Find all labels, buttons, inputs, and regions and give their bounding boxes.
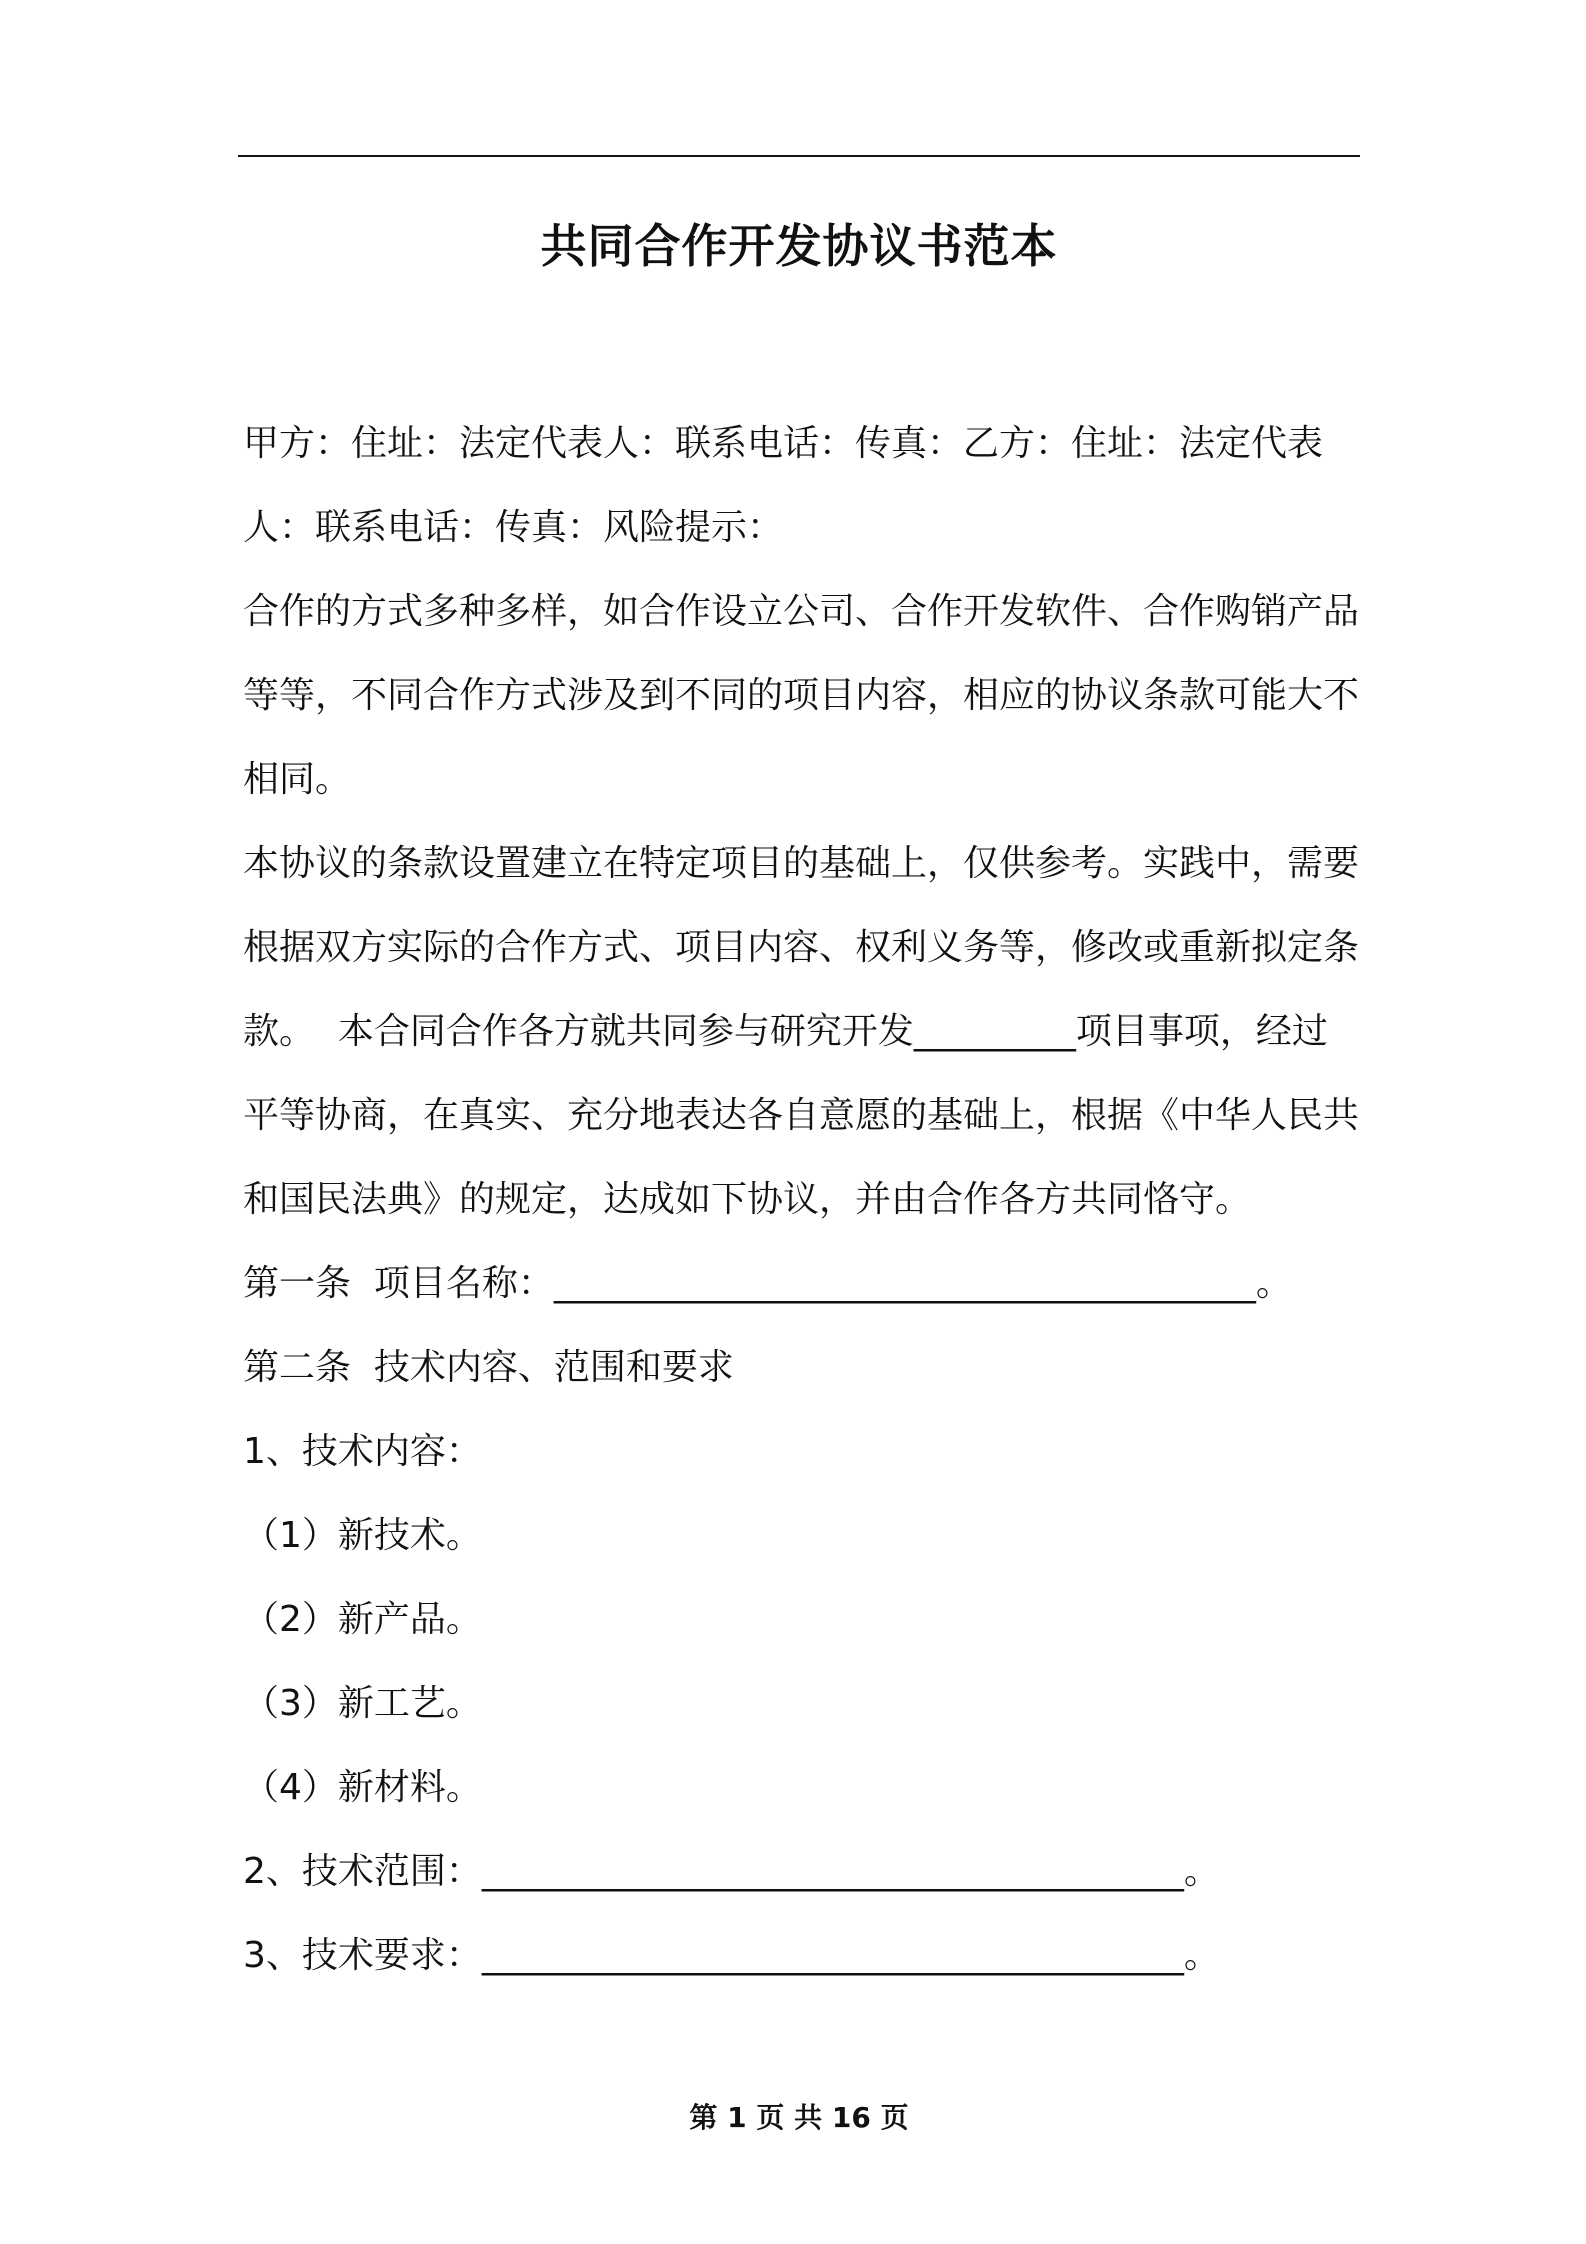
item-tech-requirements: 3、技术要求：_______________________________________。	[243, 1935, 1220, 1976]
sub-item-new-material: （4）新材料。	[243, 1767, 482, 1808]
item-tech-content: 1、技术内容：	[243, 1431, 482, 1472]
document-body	[243, 402, 1360, 1998]
document-title: 共同合作开发协议书范本	[540, 219, 1058, 273]
article-2-heading: 第二条 技术内容、范围和要求	[243, 1347, 734, 1388]
header-rule	[238, 155, 1360, 157]
page-footer: 第 1 页 共 16 页	[689, 2101, 909, 2134]
article-1-project-name: 第一条 项目名称：_______________________________________。	[243, 1263, 1292, 1304]
paragraph-risk-note: 合作的方式多种多样，如合作设立公司、合作开发软件、合作购销产品等等，不同合作方式涉及到不同的项目内容，相应的协议条款可能大不相同。	[243, 591, 1360, 800]
sub-item-new-product: （2）新产品。	[243, 1599, 482, 1640]
paragraph-parties: 甲方：住址：法定代表人：联系电话：传真：乙方：住址：法定代表人：联系电话：传真：风险提示：	[243, 423, 1324, 548]
item-tech-scope: 2、技术范围：_______________________________________。	[243, 1851, 1220, 1892]
sub-item-new-process: （3）新工艺。	[243, 1683, 482, 1724]
paragraph-preamble: 本协议的条款设置建立在特定项目的基础上，仅供参考。实践中，需要根据双方实际的合作方式、项目内容、权利义务等，修改或重新拟定条款。 本合同合作各方就共同参与研究开发_________项目事项，经过平等协商，在真实、充分地表达各自意愿的基础上，根据《中华人民共和国民法典》的规定，达成如下协议，并由合作各方共同恪守。	[243, 843, 1360, 1220]
sub-item-new-technology: （1）新技术。	[243, 1515, 482, 1556]
